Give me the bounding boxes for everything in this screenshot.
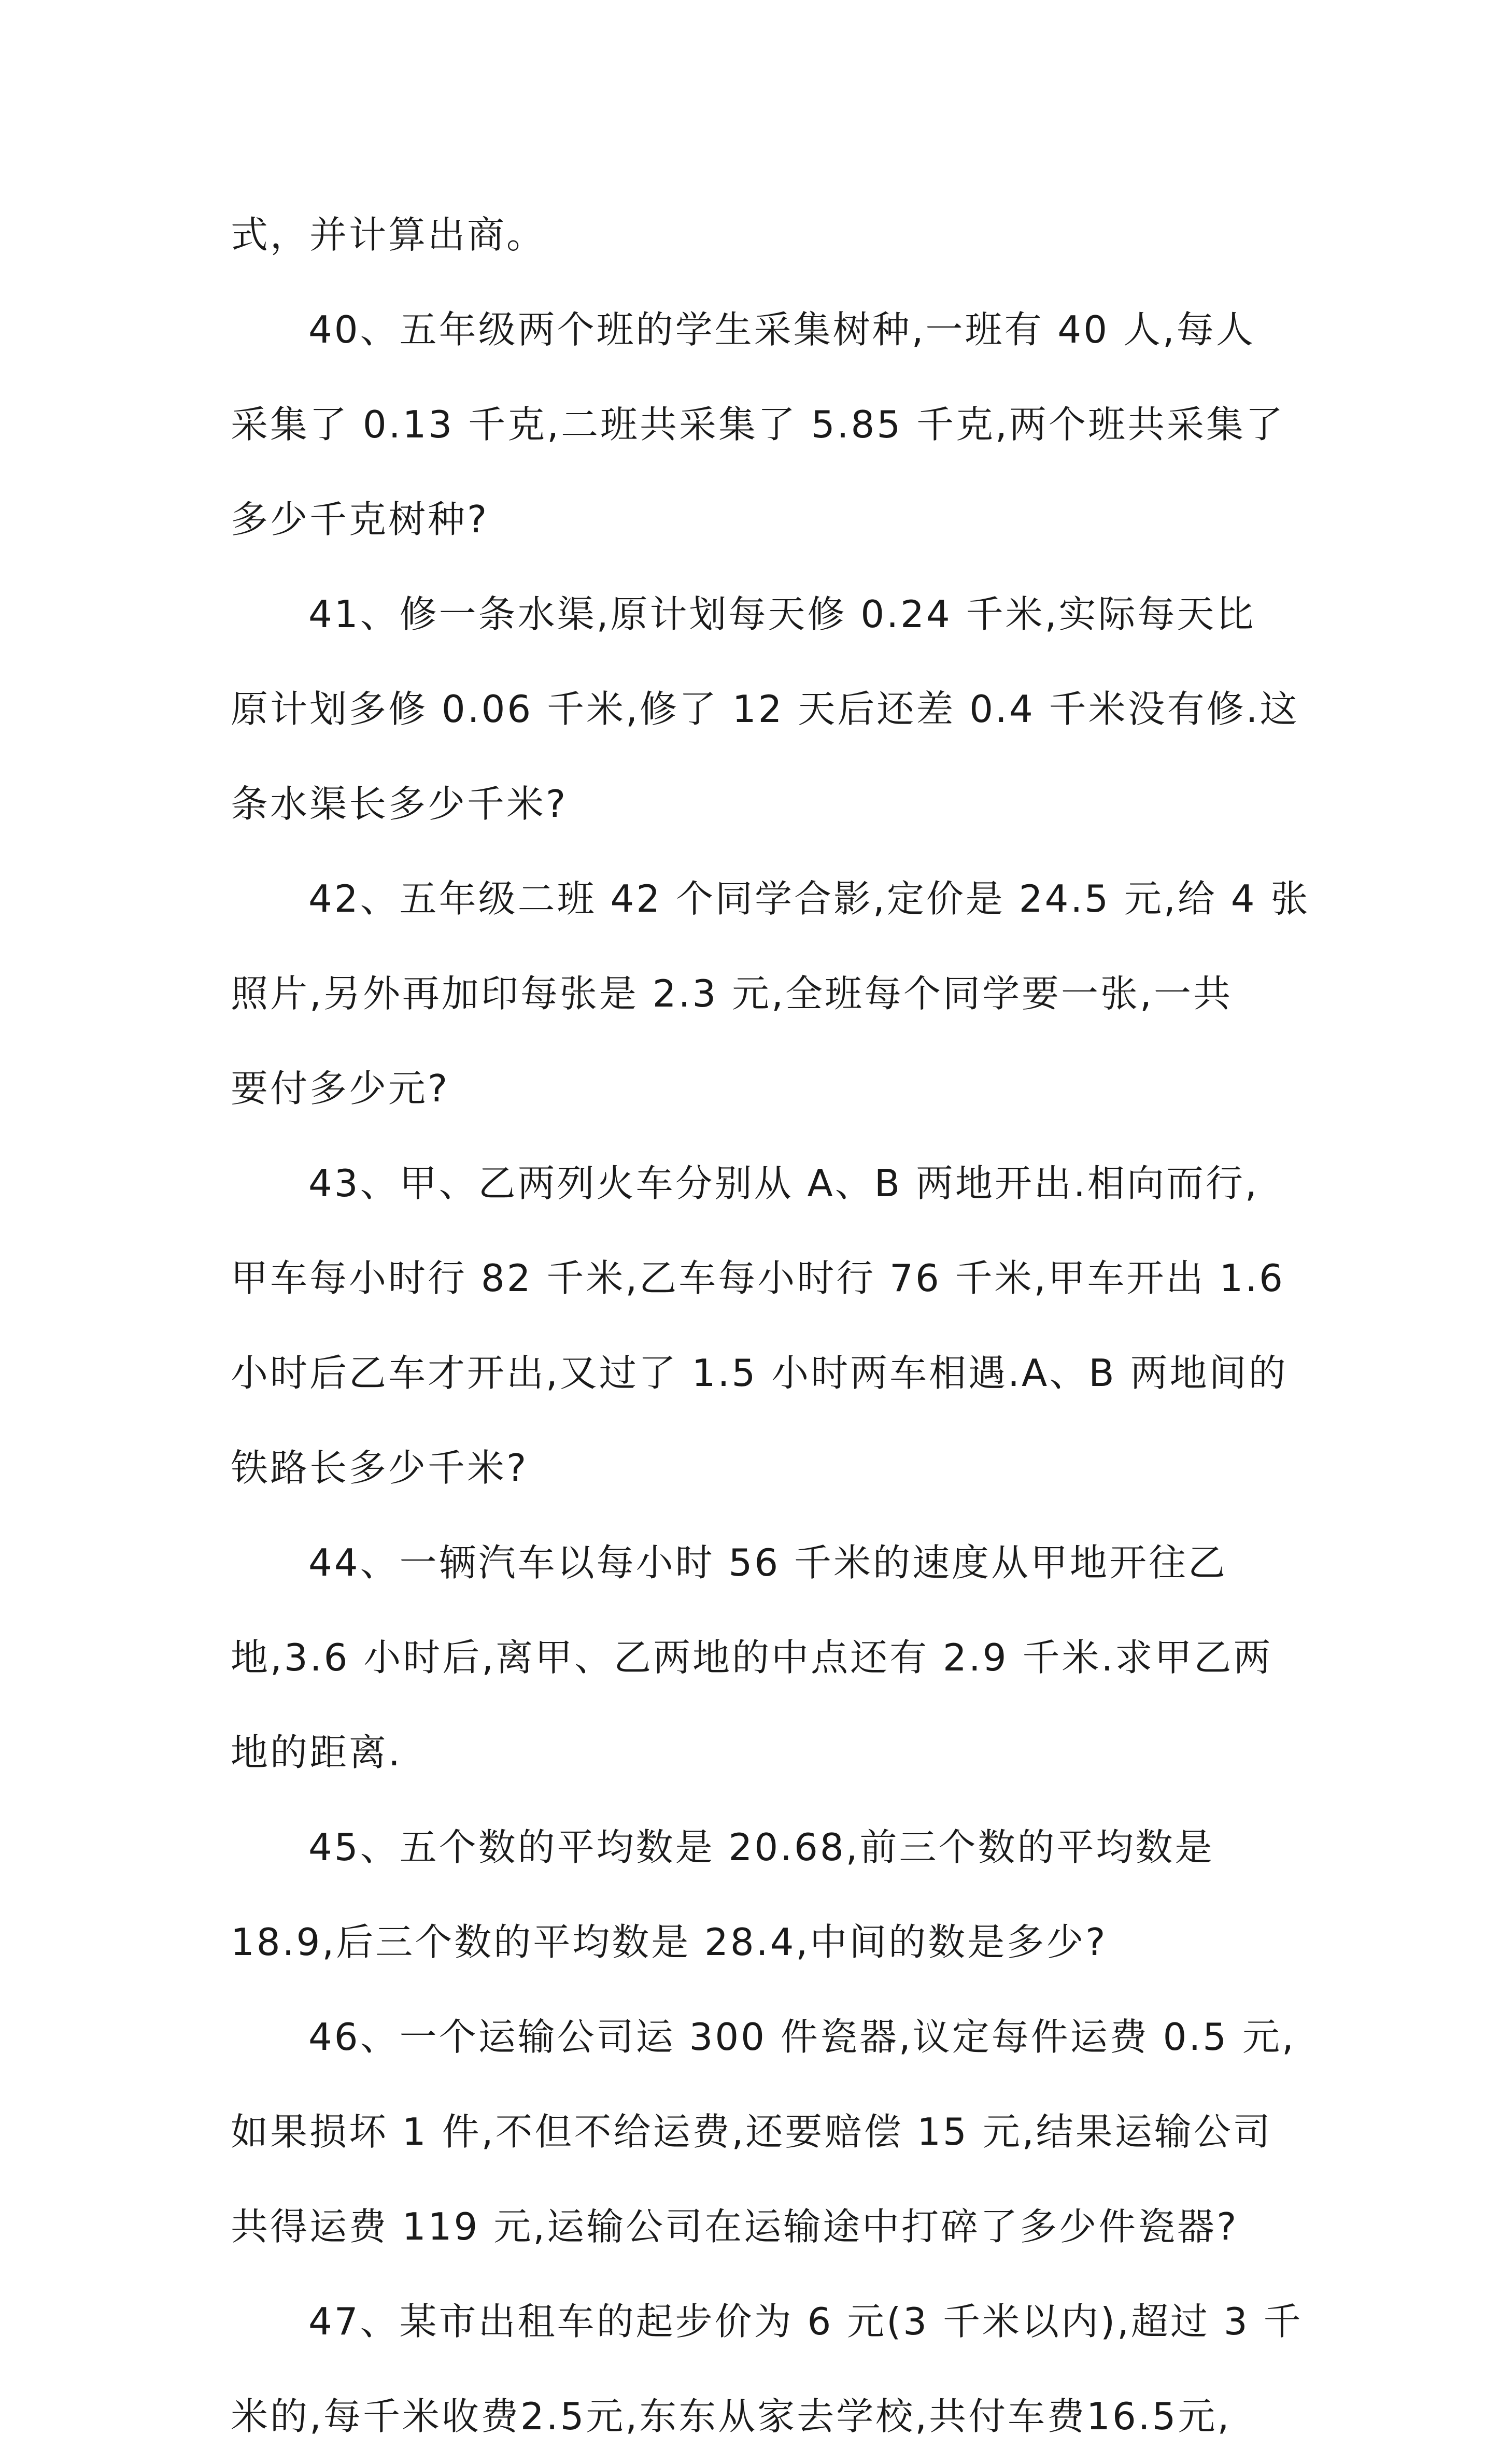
text-line: 照片,另外再加印每张是 2.3 元,全班每个同学要一张,一共 (231, 972, 1233, 1015)
text-line: 米的,每千米收费2.5元,东东从家去学校,共付车费16.5元, (231, 2395, 1232, 2438)
document-body (231, 188, 1310, 2464)
text-line: 甲车每小时行 82 千米,乙车每小时行 76 千米,甲车开出 1.6 (231, 1256, 1285, 1300)
question-41-line: 41、修一条水渠,原计划每天修 0.24 千米,实际每天比 (308, 592, 1256, 636)
question-40-line: 40、五年级两个班的学生采集树种,一班有 40 人,每人 (308, 308, 1255, 351)
question-46-line: 46、一个运输公司运 300 件瓷器,议定每件运费 0.5 元, (308, 2015, 1296, 2059)
text-line: 地,3.6 小时后,离甲、乙两地的中点还有 2.9 千米.求甲乙两 (231, 1636, 1273, 1679)
text-line: 共得运费 119 元,运输公司在运输途中打碎了多少件瓷器? (231, 2205, 1239, 2248)
text-line: 地的距离. (231, 1731, 402, 1774)
question-42-line: 42、五年级二班 42 个同学合影,定价是 24.5 元,给 4 张 (308, 877, 1310, 921)
text-line: 如果损坏 1 件,不但不给运费,还要赔偿 15 元,结果运输公司 (231, 2110, 1272, 2154)
text-line: 小时后乙车才开出,又过了 1.5 小时两车相遇.A、B 两地间的 (231, 1351, 1288, 1395)
text-line: 要付多少元? (231, 1067, 450, 1110)
question-43-line: 43、甲、乙两列火车分别从 A、B 两地开出.相向而行, (308, 1162, 1259, 1205)
text-line: 条水渠长多少千米? (231, 782, 568, 826)
text-line: 式，并计算出商。 (231, 213, 546, 257)
text-line: 铁路长多少千米? (231, 1446, 529, 1490)
question-45-line: 45、五个数的平均数是 20.68,前三个数的平均数是 (308, 1825, 1214, 1869)
text-line: 采集了 0.13 千克,二班共采集了 5.85 千克,两个班共采集了 (231, 403, 1285, 446)
text-line: 多少千克树种? (231, 498, 489, 541)
text-line: 18.9,后三个数的平均数是 28.4,中间的数是多少? (231, 1920, 1108, 1964)
question-47-line: 47、某市出租车的起步价为 6 元(3 千米以内),超过 3 千 (308, 2300, 1303, 2343)
question-44-line: 44、一辆汽车以每小时 56 千米的速度从甲地开往乙 (308, 1541, 1228, 1584)
text-line: 原计划多修 0.06 千米,修了 12 天后还差 0.4 千米没有修.这 (231, 687, 1299, 731)
